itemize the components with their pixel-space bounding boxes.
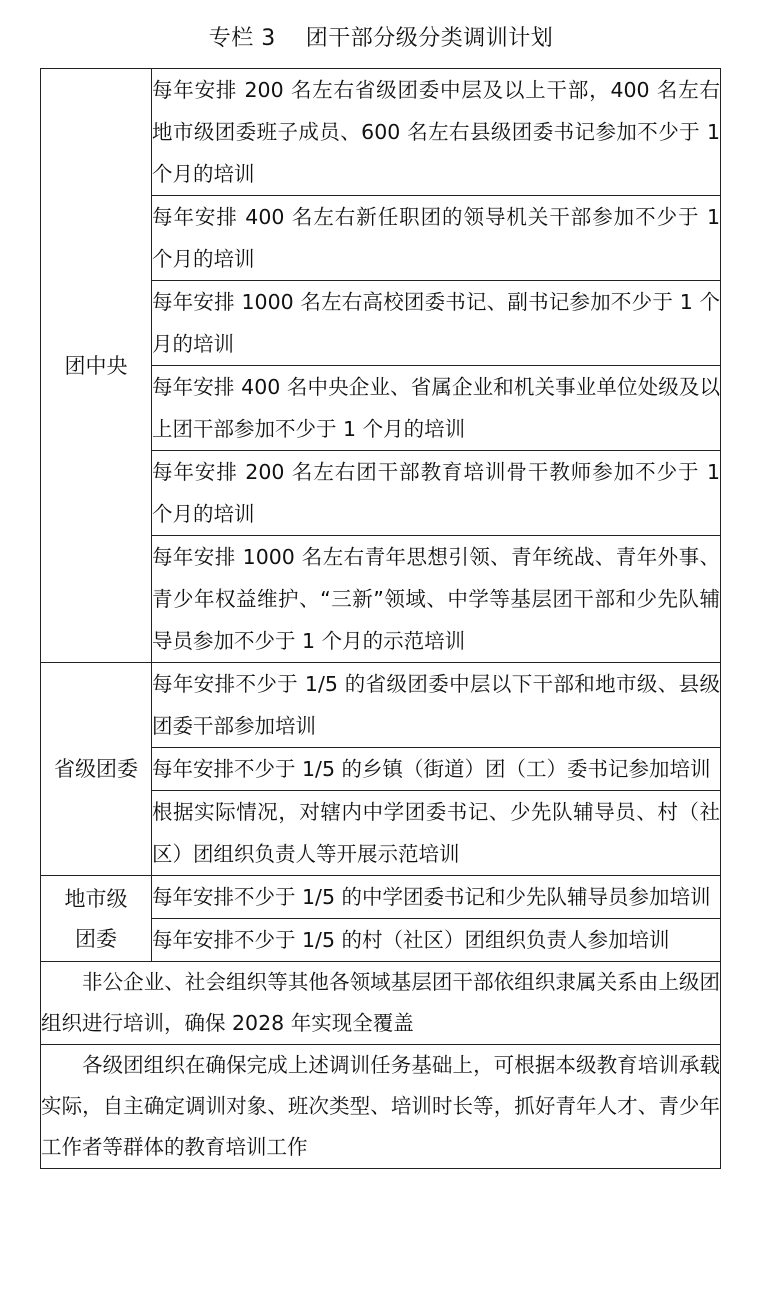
level-label-line: 地市级 xyxy=(64,886,128,911)
note-paragraph: 各级团组织在确保完成上述调训任务基础上，可根据本级教育培训承载实际，自主确定调训对象、班次类型、培训时长等，抓好青年人才、青少年工作者等群体的教育培训工作 xyxy=(41,1045,721,1169)
plan-item: 每年安排不少于 1/5 的乡镇（街道）团（工）委书记参加培训 xyxy=(152,748,721,791)
level-cell-central xyxy=(41,69,152,663)
plan-item: 每年安排 1000 名左右青年思想引领、青年统战、青年外事、青少年权益维护、“三新”领域、中学等基层团干部和少先队辅导员参加不少于 1 个月的示范培训 xyxy=(152,536,721,663)
level-label: 省级团委 xyxy=(54,757,138,781)
level-cell-prefecture xyxy=(41,876,152,962)
table-row xyxy=(41,962,721,1045)
page-title xyxy=(0,22,762,56)
plan-item: 每年安排不少于 1/5 的省级团委中层以下干部和地市级、县级团委干部参加培训 xyxy=(152,663,721,748)
plan-item: 每年安排不少于 1/5 的中学团委书记和少先队辅导员参加培训 xyxy=(152,876,721,919)
plan-item: 每年安排 400 名左右新任职团的领导机关干部参加不少于 1 个月的培训 xyxy=(152,196,721,281)
column-title: 团干部分级分类调训计划 xyxy=(305,26,554,51)
table-row xyxy=(41,69,721,196)
plan-item: 每年安排 200 名左右团干部教育培训骨干教师参加不少于 1 个月的培训 xyxy=(152,451,721,536)
level-cell-provincial xyxy=(41,663,152,876)
plan-item: 每年安排 200 名左右省级团委中层及以上干部，400 名左右地市级团委班子成员、600 名左右县级团委书记参加不少于 1 个月的培训 xyxy=(152,69,721,196)
level-label-line: 团委 xyxy=(75,926,117,951)
level-label: 团中央 xyxy=(64,353,128,378)
plan-item: 每年安排不少于 1/5 的村（社区）团组织负责人参加培训 xyxy=(152,919,721,962)
note-paragraph: 非公企业、社会组织等其他各领域基层团干部依组织隶属关系由上级团组织进行培训，确保 2028 年实现全覆盖 xyxy=(41,962,721,1045)
table-row xyxy=(41,1045,721,1169)
column-number: 专栏 3 xyxy=(208,26,276,51)
table-row xyxy=(41,876,721,919)
plan-item: 根据实际情况，对辖内中学团委书记、少先队辅导员、村（社区）团组织负责人等开展示范培训 xyxy=(152,791,721,876)
plan-item: 每年安排 400 名中央企业、省属企业和机关事业单位处级及以上团干部参加不少于 1 个月的培训 xyxy=(152,366,721,451)
table-row xyxy=(41,663,721,748)
training-plan-table xyxy=(40,68,721,1169)
plan-item: 每年安排 1000 名左右高校团委书记、副书记参加不少于 1 个月的培训 xyxy=(152,281,721,366)
